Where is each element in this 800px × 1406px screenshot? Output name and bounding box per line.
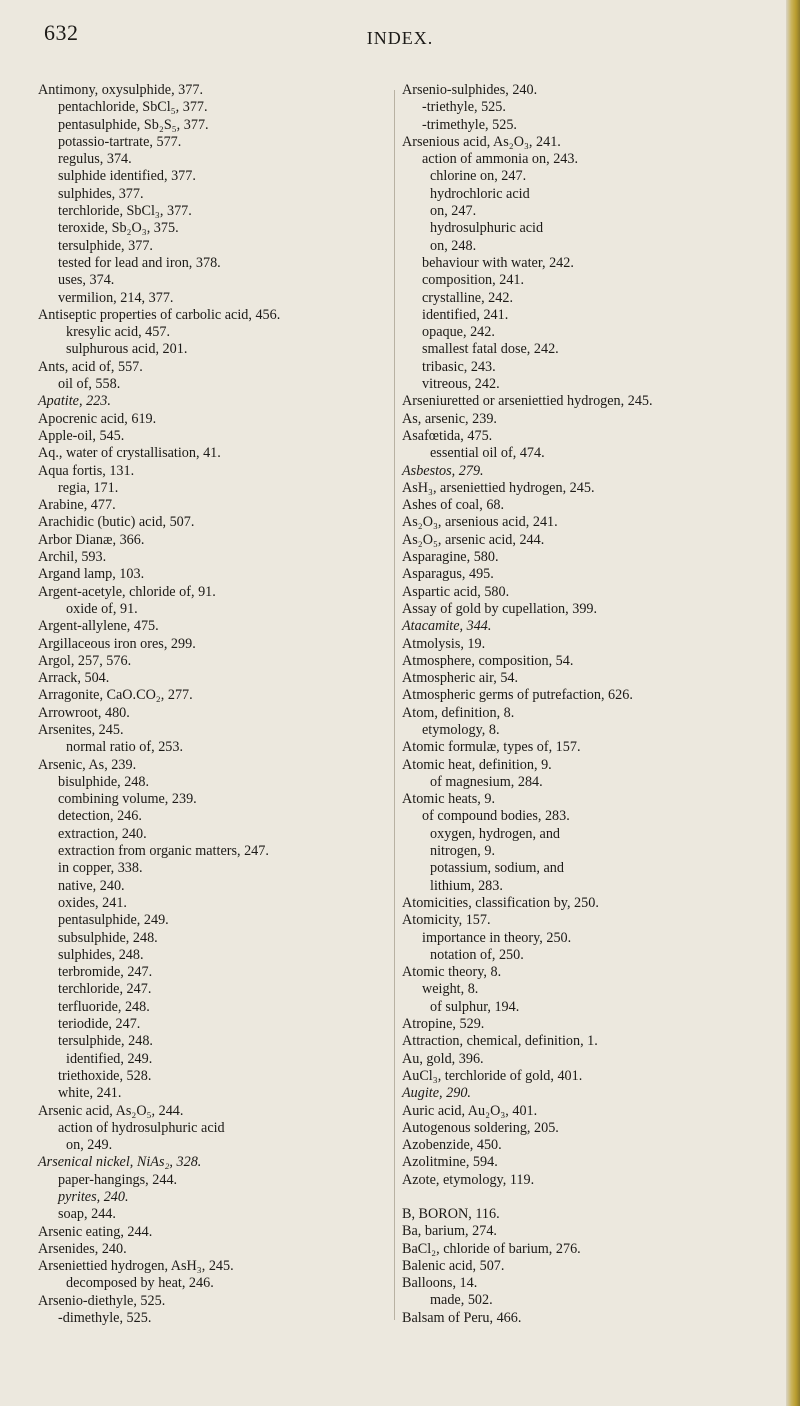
index-entry: Atomic formulæ, types of, 157. bbox=[402, 739, 581, 756]
index-entry: Apocrenic acid, 619. bbox=[38, 410, 157, 427]
index-subentry: extraction from organic matters, 247. bbox=[58, 843, 269, 860]
index-subentry: kresylic acid, 457. bbox=[66, 324, 171, 341]
index-subentry: etymology, 8. bbox=[422, 721, 500, 738]
index-subentry: native, 240. bbox=[58, 877, 125, 894]
index-entry: Ba, barium, 274. bbox=[402, 1223, 497, 1240]
index-subentry: smallest fatal dose, 242. bbox=[422, 341, 559, 358]
index-entry: Argent-allylene, 475. bbox=[38, 618, 159, 635]
index-subentry: terchloride, SbCl₃, 377. bbox=[58, 203, 192, 220]
index-subentry: crystalline, 242. bbox=[422, 289, 514, 306]
index-entry: Aspartic acid, 580. bbox=[402, 583, 510, 600]
index-entry: Atomic heat, definition, 9. bbox=[402, 756, 552, 773]
index-entry: Atom, definition, 8. bbox=[402, 704, 515, 721]
column-divider bbox=[394, 90, 395, 1320]
index-entry: Arragonite, CaO.CO₂, 277. bbox=[38, 687, 193, 704]
index-subentry: oxide of, 91. bbox=[66, 600, 138, 617]
index-entry: Azote, etymology, 119. bbox=[402, 1171, 535, 1188]
index-entry: Argillaceous iron ores, 299. bbox=[38, 635, 196, 652]
index-subentry: oxides, 241. bbox=[58, 894, 127, 911]
index-entry: B, BORON, 116. bbox=[402, 1206, 500, 1222]
index-subentry: sulphides, 248. bbox=[58, 946, 144, 963]
index-entry: Auric acid, Au₂O₃, 401. bbox=[402, 1102, 538, 1119]
index-entry: Arsenites, 245. bbox=[38, 721, 124, 738]
index-subentry: sulphurous acid, 201. bbox=[66, 341, 188, 358]
index-subentry: tersulphide, 248. bbox=[58, 1033, 153, 1050]
index-entry: Argand lamp, 103. bbox=[38, 566, 145, 583]
index-subentry: sulphide identified, 377. bbox=[58, 168, 196, 185]
index-entry: Au, gold, 396. bbox=[402, 1050, 484, 1067]
index-entry: Atmospheric germs of putrefaction, 626. bbox=[402, 687, 633, 704]
index-entry: Atmolysis, 19. bbox=[402, 635, 486, 652]
index-subentry: nitrogen, 9. bbox=[430, 843, 496, 860]
index-subentry: terbromide, 247. bbox=[58, 964, 153, 981]
index-entry: Arsenides, 240. bbox=[38, 1240, 127, 1257]
index-entry: Arachidic (butic) acid, 507. bbox=[38, 514, 195, 531]
index-entry: Antimony, oxysulphide, 377. bbox=[38, 82, 203, 98]
index-entry: Autogenous soldering, 205. bbox=[402, 1119, 559, 1136]
index-subentry: paper-hangings, 244. bbox=[58, 1171, 178, 1188]
index-entry: Argent-acetyle, chloride of, 91. bbox=[38, 583, 216, 600]
page-edge-gutter bbox=[786, 0, 800, 1406]
index-entry: Asbestos, 279. bbox=[402, 462, 484, 479]
index-entry: As₂O₅, arsenic acid, 244. bbox=[402, 531, 545, 548]
index-entry: Atropine, 529. bbox=[402, 1016, 485, 1033]
index-subentry: hydrosulphuric acid bbox=[430, 220, 544, 237]
index-subentry: white, 241. bbox=[58, 1085, 122, 1102]
index-subentry: of sulphur, 194. bbox=[430, 998, 520, 1015]
index-subentry: oil of, 558. bbox=[58, 376, 121, 393]
index-entry: Atomic theory, 8. bbox=[402, 964, 502, 981]
index-subentry: regulus, 374. bbox=[58, 151, 132, 168]
index-subentry: teriodide, 247. bbox=[58, 1016, 141, 1033]
index-entry: Archil, 593. bbox=[38, 549, 107, 566]
index-subentry: bisulphide, 248. bbox=[58, 773, 150, 790]
index-subentry: combining volume, 239. bbox=[58, 791, 197, 808]
index-subentry: of magnesium, 284. bbox=[430, 773, 543, 790]
index-entry: Atomicity, 157. bbox=[402, 912, 491, 929]
index-entry: Arseniuretted or arseniettied hydrogen, 245. bbox=[402, 393, 653, 410]
index-subentry: potassio-tartrate, 577. bbox=[58, 133, 182, 150]
index-entry: Antiseptic properties of carbolic acid, 456. bbox=[38, 306, 281, 323]
index-entry: As₂O₃, arsenious acid, 241. bbox=[402, 514, 558, 531]
index-subentry: potassium, sodium, and bbox=[430, 860, 564, 877]
index-entry: Augite, 290. bbox=[402, 1085, 471, 1102]
index-subentry: regia, 171. bbox=[58, 479, 119, 496]
index-entry: Balsam of Peru, 466. bbox=[402, 1309, 522, 1326]
index-subentry: triethoxide, 528. bbox=[58, 1067, 152, 1084]
index-entry: Arsenious acid, As₂O₃, 241. bbox=[402, 133, 561, 150]
index-subentry: in copper, 338. bbox=[58, 860, 143, 877]
index-subentry: sulphides, 377. bbox=[58, 185, 144, 202]
index-entry: Balenic acid, 507. bbox=[402, 1257, 505, 1274]
index-subentry: -dimethyle, 525. bbox=[58, 1310, 152, 1327]
index-subentry: terfluoride, 248. bbox=[58, 998, 150, 1015]
index-subentry: weight, 8. bbox=[422, 981, 479, 998]
index-entry: Balloons, 14. bbox=[402, 1275, 478, 1292]
index-entry: Argol, 257, 576. bbox=[38, 652, 132, 669]
index-column-left bbox=[38, 82, 373, 1327]
index-subentry: detection, 246. bbox=[58, 808, 142, 825]
index-subentry: uses, 374. bbox=[58, 272, 115, 289]
index-subentry: pyrites, 240. bbox=[58, 1189, 129, 1205]
index-subentry: -triethyle, 525. bbox=[422, 99, 506, 116]
index-entry: AsH₃, arseniettied hydrogen, 245. bbox=[402, 479, 595, 496]
index-entry: As, arsenic, 239. bbox=[402, 410, 497, 427]
index-subentry: behaviour with water, 242. bbox=[422, 254, 574, 271]
section-spacer bbox=[402, 1189, 762, 1206]
index-subentry: identified, 249. bbox=[66, 1050, 153, 1067]
index-entry: Arabine, 477. bbox=[38, 497, 116, 514]
index-subentry: decomposed by heat, 246. bbox=[66, 1275, 214, 1292]
index-subentry: composition, 241. bbox=[422, 272, 525, 289]
index-subentry: tested for lead and iron, 378. bbox=[58, 254, 221, 271]
index-subentry: vermilion, 214, 377. bbox=[58, 289, 174, 306]
index-entry: Azolitmine, 594. bbox=[402, 1154, 498, 1171]
index-entry: Atomicities, classification by, 250. bbox=[402, 894, 599, 911]
index-subentry: vitreous, 242. bbox=[422, 376, 500, 393]
index-column-right bbox=[402, 82, 762, 1327]
index-subentry: teroxide, Sb₂O₃, 375. bbox=[58, 220, 179, 237]
index-entry: BaCl₂, chloride of barium, 276. bbox=[402, 1240, 581, 1257]
index-entry: Arsenic eating, 244. bbox=[38, 1223, 153, 1240]
index-subentry: pentasulphide, Sb₂S₅, 377. bbox=[58, 116, 209, 133]
index-subentry: action of ammonia on, 243. bbox=[422, 151, 579, 168]
index-subentry: of compound bodies, 283. bbox=[422, 808, 570, 825]
index-entry: Ants, acid of, 557. bbox=[38, 358, 143, 375]
index-subentry: importance in theory, 250. bbox=[422, 929, 572, 946]
index-entry: Atacamite, 344. bbox=[402, 618, 492, 635]
running-head: INDEX. bbox=[366, 28, 434, 48]
index-subentry: notation of, 250. bbox=[430, 946, 524, 963]
index-subentry: lithium, 283. bbox=[430, 877, 503, 894]
index-entry: Arrowroot, 480. bbox=[38, 704, 130, 721]
index-entry: Apple-oil, 545. bbox=[38, 427, 125, 444]
index-subentry: made, 502. bbox=[430, 1292, 493, 1309]
index-subentry: action of hydrosulphuric acid bbox=[58, 1119, 225, 1136]
index-subentry: oxygen, hydrogen, and bbox=[430, 825, 561, 842]
index-entry: Assay of gold by cupellation, 399. bbox=[402, 600, 598, 617]
index-entry: Arbor Dianæ, 366. bbox=[38, 531, 145, 548]
index-subentry: identified, 241. bbox=[422, 306, 509, 323]
index-entry: Apatite, 223. bbox=[38, 393, 111, 410]
index-entry: Azobenzide, 450. bbox=[402, 1137, 502, 1154]
index-entry: Asafœtida, 475. bbox=[402, 427, 493, 444]
index-subentry: chlorine on, 247. bbox=[430, 168, 527, 185]
index-subentry: on, 248. bbox=[430, 237, 477, 254]
index-entry: Attraction, chemical, definition, 1. bbox=[402, 1033, 598, 1050]
index-subentry: tribasic, 243. bbox=[422, 358, 496, 375]
index-subentry: pentasulphide, 249. bbox=[58, 912, 169, 929]
index-entry: Arsenio-sulphides, 240. bbox=[402, 82, 538, 98]
index-entry: Arsenical nickel, NiAs₂, 328. bbox=[38, 1154, 202, 1171]
index-subentry: essential oil of, 474. bbox=[430, 445, 545, 462]
index-entry: Arrack, 504. bbox=[38, 670, 110, 687]
index-entry: Arsenic, As, 239. bbox=[38, 756, 137, 773]
index-subentry: opaque, 242. bbox=[422, 324, 495, 341]
index-entry: Arsenic acid, As₂O₅, 244. bbox=[38, 1102, 184, 1119]
index-entry: Atomic heats, 9. bbox=[402, 791, 495, 808]
index-entry: Arseniettied hydrogen, AsH₃, 245. bbox=[38, 1258, 234, 1275]
index-entry: AuCl₃, terchloride of gold, 401. bbox=[402, 1067, 583, 1084]
index-subentry: hydrochloric acid bbox=[430, 185, 530, 202]
index-subentry: on, 249. bbox=[66, 1137, 113, 1154]
index-subentry: subsulphide, 248. bbox=[58, 929, 158, 946]
index-entry: Aqua fortis, 131. bbox=[38, 462, 135, 479]
index-subentry: soap, 244. bbox=[58, 1206, 116, 1223]
index-entry: Arsenio-diethyle, 525. bbox=[38, 1292, 166, 1309]
index-entry: Atmospheric air, 54. bbox=[402, 670, 519, 687]
index-entry: Asparagine, 580. bbox=[402, 549, 499, 566]
index-subentry: extraction, 240. bbox=[58, 825, 147, 842]
index-subentry: terchloride, 247. bbox=[58, 981, 152, 998]
index-entry: Asparagus, 495. bbox=[402, 566, 494, 583]
index-subentry: -trimethyle, 525. bbox=[422, 116, 517, 133]
index-entry: Ashes of coal, 68. bbox=[402, 497, 505, 514]
index-subentry: pentachloride, SbCl₅, 377. bbox=[58, 99, 208, 116]
index-subentry: on, 247. bbox=[430, 203, 477, 220]
index-entry: Aq., water of crystallisation, 41. bbox=[38, 445, 221, 462]
index-subentry: tersulphide, 377. bbox=[58, 237, 153, 254]
index-entry: Atmosphere, composition, 54. bbox=[402, 652, 574, 669]
index-subentry: normal ratio of, 253. bbox=[66, 739, 184, 756]
page-number: 632 bbox=[44, 20, 79, 45]
